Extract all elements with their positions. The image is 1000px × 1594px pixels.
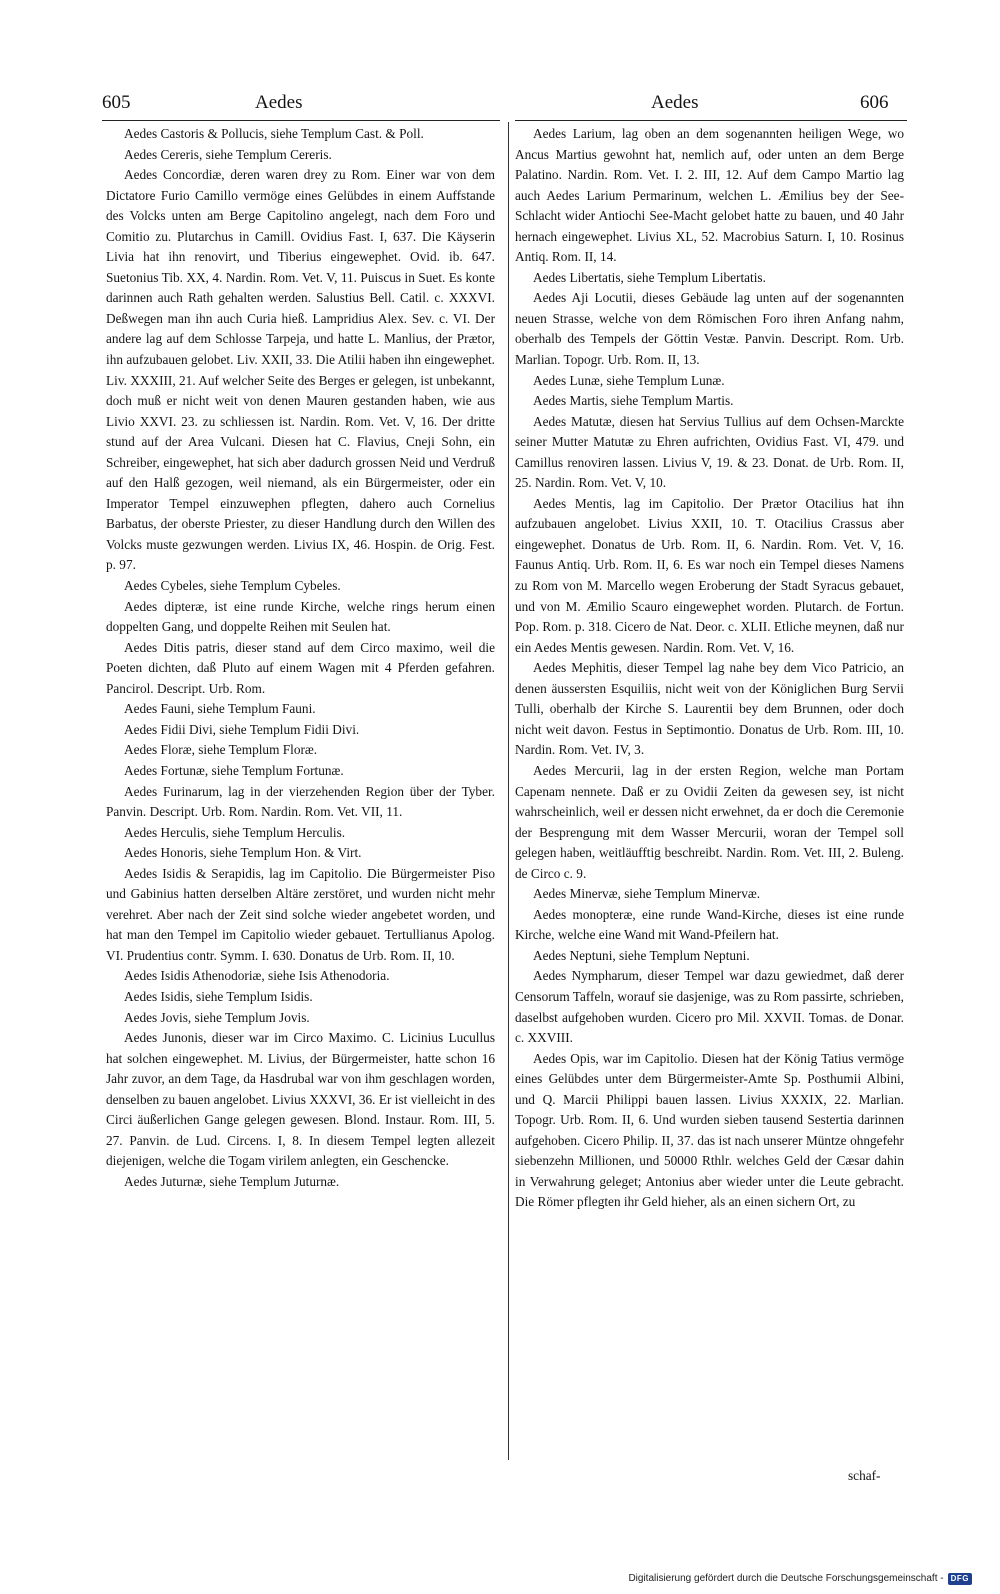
footer-text: Digitalisierung gefördert durch die Deutsche Forschungsgemeinschaft -	[628, 1573, 944, 1584]
entry-paragraph: Aedes Floræ, siehe Templum Floræ.	[124, 742, 318, 758]
entry-paragraph: Aedes Jovis, siehe Templum Jovis.	[124, 1009, 310, 1025]
entry-paragraph: Aedes Matutæ, diesen hat Servius Tullius auf dem Ochsen-Marckte seiner Mutter Matutæ zu Ehren aufrichten, Ovidius Fast. VI, 479. und Camillus renoviren lassen. Livius V, 19. & 23. Donat. de Urb. Rom. II, 25. Nardin. Rom. Vet. V, 10.	[515, 413, 904, 491]
entry-paragraph: Aedes Furinarum, lag in der vierzehenden Region über der Tyber. Panvin. Descript. Urb. Rom. Nardin. Rom. Vet. VII, 11.	[106, 783, 495, 820]
entry-paragraph: Aedes Honoris, siehe Templum Hon. & Virt.	[124, 845, 362, 861]
left-page-number: 605	[102, 92, 131, 113]
entry-paragraph: Aedes Fortunæ, siehe Templum Fortunæ.	[124, 762, 344, 778]
digitization-footer	[628, 1572, 972, 1586]
right-page-number: 606	[860, 92, 889, 113]
dfg-logo[interactable]: DFG	[948, 1573, 972, 1585]
entry-paragraph: Aedes Fidii Divi, siehe Templum Fidii Divi.	[124, 721, 360, 737]
entry-paragraph: Aedes Concordiæ, deren waren drey zu Rom. Einer war von dem Dictatore Furio Camillo vermöge eines Gelübdes in einem Auffstande des Volcks unten am Berge Capitolino angelegt, nach dem Foro und Comitio zu. Plutarchus in Camill. Ovidius Fast. I, 637. Die Käyserin Livia hat ihn renovirt, und Tiberius eingewephet. Ovid. ib. 647. Suetonius Tib. XX, 4. Nardin. Rom. Vet. V, 11. Puiscus in Suet. Es konte darinnen auch Rath gehalten werden. Salustius Bell. Catil. c. XXXVI. Deßwegen man ihn auch Curia hieß. Lampridius Alex. Sev. c. VI. Der andere lag auf dem Schlosse Tarpeja, und hatte L. Manlius, der Prætor, ihn aufzubauen gelobet. Liv. XXII, 33. Die Atilii haben ihn eingewephet. Liv. XXXIII, 21. Auf welcher Seite des Berges er gelegen, ist unbekannt, doch muß er nicht weit von denen Mauren gestanden haben, wie aus Livio XXVI. 23. zu schliessen ist. Nardin. Rom. Vet. V, 16. Der dritte stund auf der Area Vulcani. Diesen hat C. Flavius, Cneji Sohn, ein Schreiber, eingewephet, hat sich aber dadurch grossen Neid und Verdruß auf den Halß gezogen, weil niemand, als ein Bürgermeister, oder ein Imperator Tempel einzuwephen pflegten, dahero auch Cornelius Barbatus, der oberste Priester, zu dieser Handlung durch den Willen des Volcks muste gezwungen werden. Livius IX, 46. Hospin. de Orig. Fest. p. 97.	[106, 167, 495, 573]
left-column	[106, 124, 495, 1192]
right-header-rule	[515, 120, 907, 121]
entry-paragraph: Aedes Cybeles, siehe Templum Cybeles.	[124, 578, 341, 594]
entry-paragraph: Aedes dipteræ, ist eine runde Kirche, welche rings herum einen doppelten Gang, und doppelte Reihen mit Seulen hat.	[106, 598, 495, 635]
entry-paragraph: Aedes Cereris, siehe Templum Cereris.	[124, 146, 332, 162]
entry-paragraph: Aedes Isidis Athenodoriæ, siehe Isis Athenodoria.	[124, 968, 390, 984]
entry-paragraph: Aedes Mercurii, lag in der ersten Region, welche man Portam Capenam nennete. Daß er zu Ovidii Zeiten da gewesen sey, ist nicht wahrscheinlich, weil er dessen nicht erwehnet, da er doch die Ceremonie der Besprengung mit dem Wasser Mercurii, woran der Tempel soll gelegen haben, weitläufftig beschreibt. Nardin. Rom. Vet. III, 2. Buleng. de Circo c. 9.	[515, 762, 904, 881]
entry-paragraph: Aedes Libertatis, siehe Templum Libertatis.	[533, 269, 766, 285]
entry-paragraph: Aedes Juturnæ, siehe Templum Juturnæ.	[124, 1173, 340, 1189]
left-header-rule	[102, 120, 500, 121]
entry-paragraph: Aedes Herculis, siehe Templum Herculis.	[124, 824, 346, 840]
entry-paragraph: Aedes Neptuni, siehe Templum Neptuni.	[533, 947, 750, 963]
entry-paragraph: Aedes Ditis patris, dieser stand auf dem Circo maximo, weil die Poeten dichten, daß Pluto auf einem Wagen mit 4 Pferden gefahren. Pancirol. Descript. Urb. Rom.	[106, 639, 495, 696]
column-divider	[508, 122, 509, 1460]
right-running-title: Aedes	[651, 92, 699, 113]
left-running-title: Aedes	[255, 92, 303, 113]
entry-paragraph: Aedes Martis, siehe Templum Martis.	[533, 393, 734, 409]
entry-paragraph: Aedes Isidis & Serapidis, lag im Capitolio. Die Bürgermeister Piso und Gabinius hatten derselben Altäre zerstöret, und wurden nicht mehr verehret. Aber nach der Zeit sind solche wieder angebetet worden, und hat man den Tempel im Capitolio wieder gebauet. Tertullianus Apolog. VI. Prudentius contr. Symm. I. 630. Donatus de Urb. Rom. II, 10.	[106, 865, 495, 963]
entry-paragraph: Aedes Lunæ, siehe Templum Lunæ.	[533, 372, 725, 388]
entry-paragraph: Aedes monopteræ, eine runde Wand-Kirche, dieses ist eine runde Kirche, welche eine Wand mit Wand-Pfeilern hat.	[515, 906, 904, 943]
entry-paragraph: Aedes Fauni, siehe Templum Fauni.	[124, 701, 316, 717]
entry-paragraph: Aedes Opis, war im Capitolio. Diesen hat der König Tatius vermöge eines Gelübdes unter dem Bürgermeister-Amte Sp. Posthumii Albini, und Q. Marcii Philippi bauen lassen. Livius XXXIX, 22. Marlian. Topogr. Urb. Rom. II, 6. Und wurden sieben tausend Sestertia darinnen aufgehoben. Cicero Philip. II, 37. das ist nach unserer Müntze ohngefehr siebenzehn Millionen, und 50000 Rthlr. welches Geld der Cæsar dahin in Verwahrung geleget; Antonius aber wieder unter die Leute gebracht. Die Römer pflegten ihr Geld hieher, als an einen sichern Ort, zu	[515, 1050, 904, 1210]
entry-paragraph: Aedes Isidis, siehe Templum Isidis.	[124, 988, 313, 1004]
entry-paragraph: Aedes Larium, lag oben an dem sogenannten heiligen Wege, wo Ancus Martius gewohnt hat, nemlich auf, oder unten an dem Berge Palatino. Nardin. Rom. Vet. I. 2. III, 12. Auf dem Campo Martio lag auch Aedes Larium Permarinum, welchen L. Æmilius bey der See-Schlacht wider Antiochi See-Macht gelobet hatte zu bauen, und 40 Jahr hernach eingewephet. Livius XL, 52. Macrobius Saturn. I, 10. Rosinus Antiq. Rom. II, 14.	[515, 126, 904, 265]
entry-paragraph: Aedes Aji Locutii, dieses Gebäude lag unten auf der sogenannten neuen Strasse, welche von dem Römischen Foro ihren Anfang nahm, oberhalb des Tempels der Göttin Vestæ. Panvin. Descript. Rom. Urb. Marlian. Topogr. Urb. Rom. II, 13.	[515, 290, 904, 368]
right-column	[515, 124, 904, 1213]
entry-paragraph: Aedes Castoris & Pollucis, siehe Templum Cast. & Poll.	[124, 126, 424, 141]
entry-paragraph: Aedes Junonis, dieser war im Circo Maximo. C. Licinius Lucullus hat solchen eingewephet. M. Livius, der Bürgermeister, hatte schon 16 Jahr zuvor, an dem Tage, da Hasdrubal war von ihm geschlagen worden, denselben zu bauen angelobet. Livius XXXVI, 36. Er ist vielleicht in des Circi äußerlichen Gange gelegen gewesen. Blond. Instaur. Rom. III, 5. 27. Panvin. de Lud. Circens. I, 8. In diesem Tempel legten allezeit diejenigen, welche die Togam virilem anlegten, ein Geschencke.	[106, 1030, 495, 1169]
catchword: schaf-	[848, 1468, 881, 1483]
entry-paragraph: Aedes Nympharum, dieser Tempel war dazu gewiedmet, daß derer Censorum Taffeln, worauf sie dasjenige, was zu Rom passirte, schrieben, daselbst aufgehoben wurden. Cicero pro Mil. XXVII. Tomas. de Donar. c. XXVIII.	[515, 968, 904, 1046]
entry-paragraph: Aedes Minervæ, siehe Templum Minervæ.	[533, 886, 761, 902]
entry-paragraph: Aedes Mentis, lag im Capitolio. Der Prætor Otacilius hat ihn aufzubauen angelobet. Livius XXII, 10. T. Otacilius Crassus aber eingewephet. Donatus de Urb. Rom. II, 6. Nardin. Rom. Vet. V, 16. Faunus Antiq. Urb. Rom. II, 6. Es war noch ein Tempel dieses Namens zu Rom von M. Marcello wegen Eroberung der Stadt Syracus gebauet, und von M. Æmilio Scauro eingewephet worden. Plutarch. de Fortun. Pop. Rom. p. 318. Cicero de Nat. Deor. c. XLII. Etliche meynen, daß nur ein Aedes Mentis gewesen. Nardin. Rom. Vet. V, 16.	[515, 495, 904, 655]
entry-paragraph: Aedes Mephitis, dieser Tempel lag nahe bey dem Vico Patricio, an denen äussersten Esquiliis, nicht weit von der Königlichen Burg Servii Tulli, oberhalb der Kirche S. Laurentii bey dem Brunnen, oder doch nicht weit davon. Festus in Septimontio. Donatus de Urb. Rom. III, 10. Nardin. Rom. Vet. IV, 3.	[515, 660, 904, 758]
